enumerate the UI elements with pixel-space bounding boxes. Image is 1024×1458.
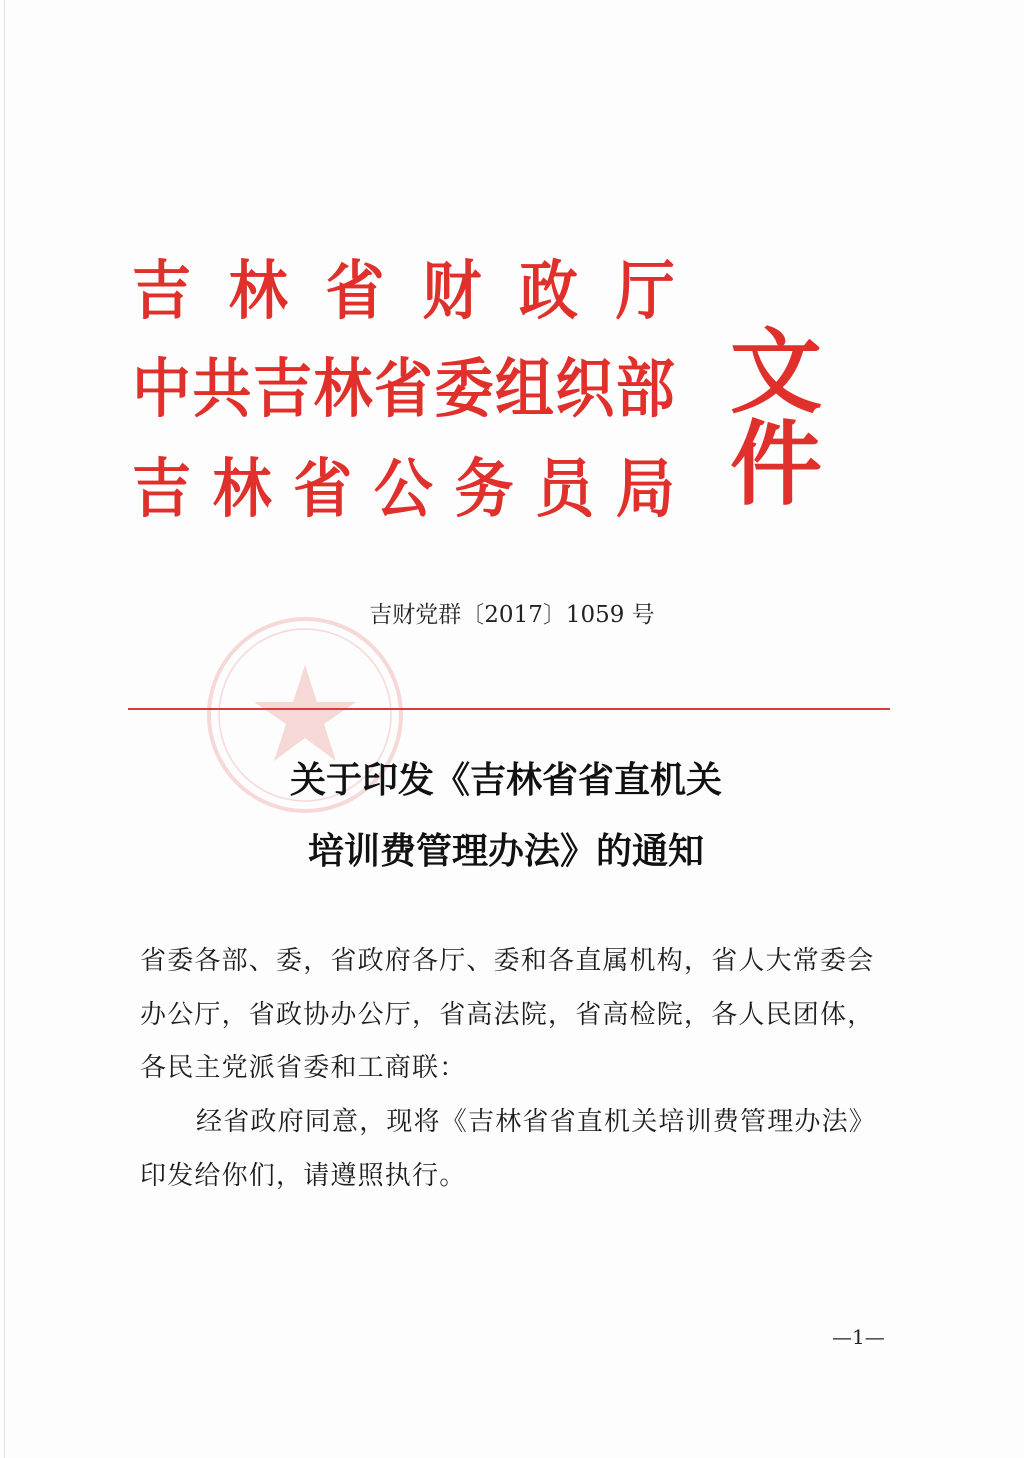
header-char: 委 bbox=[434, 352, 494, 427]
header-char: 务 bbox=[454, 452, 514, 527]
header-char: 财 bbox=[422, 254, 482, 329]
scan-edge bbox=[4, 0, 5, 1458]
header-char: 省 bbox=[293, 452, 353, 527]
header-char: 部 bbox=[615, 352, 675, 427]
header-char: 省 bbox=[325, 254, 385, 329]
header-char: 中 bbox=[132, 352, 191, 427]
header-char: 林 bbox=[313, 352, 373, 427]
document-number: 吉财党群〔2017〕1059 号 bbox=[369, 602, 655, 628]
header-char: 林 bbox=[212, 452, 272, 527]
body-recipients-line2: 办公厅，省政协办公厅，省高法院，省高检院，各人民团体， bbox=[140, 1000, 875, 1030]
body-recipients-line3: 各民主党派省委和工商联： bbox=[140, 1053, 467, 1083]
header-char: 局 bbox=[615, 452, 675, 527]
document-header-suffix: 文件 bbox=[730, 318, 827, 518]
page-number: —1— bbox=[832, 1325, 885, 1349]
issuer-organization-dept bbox=[132, 352, 675, 427]
issuer-civil-service-bureau bbox=[132, 452, 675, 527]
notice-title-line2: 培训费管理办法》的通知 bbox=[307, 830, 704, 872]
header-char: 厅 bbox=[615, 254, 675, 329]
header-char: 公 bbox=[373, 452, 433, 527]
header-char: 组 bbox=[494, 352, 554, 427]
red-divider bbox=[128, 708, 890, 710]
header-char: 吉 bbox=[252, 352, 312, 427]
notice-title-line1: 关于印发《吉林省省直机关 bbox=[289, 759, 722, 801]
header-char: 吉 bbox=[132, 452, 191, 527]
header-char: 共 bbox=[192, 352, 252, 427]
header-char: 省 bbox=[373, 352, 433, 427]
header-char: 林 bbox=[228, 254, 288, 329]
header-char: 政 bbox=[519, 254, 578, 329]
header-char: 织 bbox=[555, 352, 615, 427]
header-char: 吉 bbox=[132, 254, 191, 329]
body-paragraph-line1: 经省政府同意，现将《吉林省省直机关培训费管理办法》 bbox=[196, 1107, 877, 1137]
header-char: 员 bbox=[535, 452, 595, 527]
issuer-finance-dept bbox=[132, 254, 675, 329]
body-recipients-line1: 省委各部、委，省政府各厅、委和各直属机构，省人大常委会 bbox=[140, 946, 875, 976]
body-paragraph-line2: 印发给你们，请遵照执行。 bbox=[140, 1161, 467, 1191]
issuer-header bbox=[132, 240, 912, 540]
